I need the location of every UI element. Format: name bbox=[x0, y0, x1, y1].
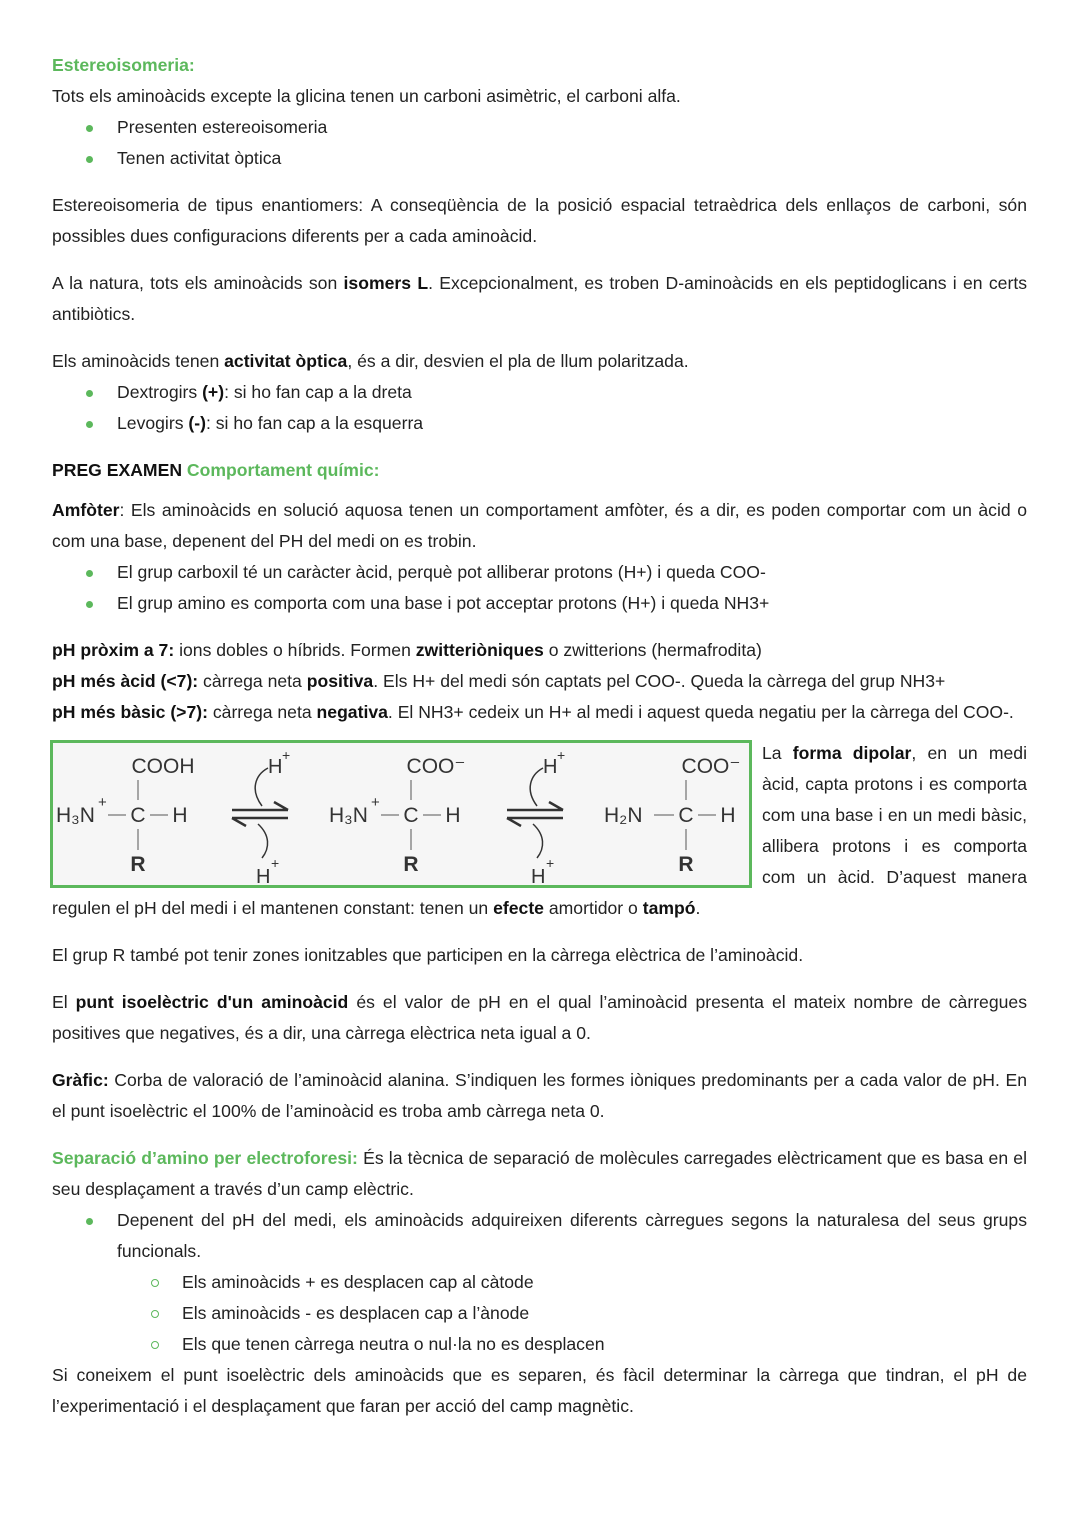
paragraph bbox=[52, 1143, 1027, 1205]
sub-list-item: Els aminoàcids - es desplacen cap a l’ànode bbox=[52, 1298, 1027, 1329]
text-segment: , és a dir, desvien el pla de llum polaritzada. bbox=[347, 351, 689, 371]
bullet-list bbox=[52, 1205, 1027, 1360]
paragraph: Estereoisomeria de tipus enantiomers: A conseqüència de la posició espacial tetraèdrica dels enllaços de carboni, són possibles dues configuracions diferents per a cada aminoàcid. bbox=[52, 195, 1027, 246]
paragraph bbox=[52, 346, 1027, 377]
text-segment: : si ho fan cap a la dreta bbox=[224, 382, 412, 402]
text-segment: Corba de valoració de l’aminoàcid alanina. S’indiquen les formes iòniques predominants per a cada valor de pH. En el punt isoelèctric el 100% de l’aminoàcid es troba amb càrrega neta 0. bbox=[52, 1070, 1027, 1121]
text-segment: La bbox=[762, 743, 793, 763]
list-item: Presenten estereoisomeria bbox=[52, 112, 1027, 143]
bold-text: pH més àcid (<7): bbox=[52, 671, 199, 691]
proton-label: H bbox=[543, 756, 558, 778]
atom-label: H bbox=[720, 804, 736, 827]
text-segment: , en un medi àcid, capta protons i es comporta com una base i en un medi bàsic, allibera protons i es comporta com un àcid. D’aquest manera regulen el pH del medi i el mantenen constant: tenen un bbox=[52, 743, 1028, 918]
paragraph: El grup R també pot tenir zones ionitzables que participen en la càrrega elèctrica de l’aminoàcid. bbox=[52, 945, 804, 965]
list-item bbox=[52, 377, 1027, 408]
section-title-comportament bbox=[52, 455, 1027, 486]
bold-text: forma dipolar bbox=[792, 743, 912, 763]
list-item: El grup amino es comporta com una base i pot acceptar protons (H+) i queda NH3+ bbox=[52, 588, 1027, 619]
list-item: Tenen activitat òptica bbox=[52, 143, 1027, 174]
sub-list-item: Els aminoàcids + es desplacen cap al càtode bbox=[52, 1267, 1027, 1298]
group-label: COO⁻ bbox=[406, 755, 466, 778]
heading-text: Comportament químic: bbox=[186, 460, 380, 480]
text-segment: : Els aminoàcids en solució aquosa tenen un comportament amfòter, és a dir, es poden comportar com un àcid o com una base, depenent del PH del medi on es trobin. bbox=[52, 500, 1027, 551]
text-segment: ions dobles o híbrids. Formen bbox=[174, 640, 416, 660]
text-segment: és el valor de pH en el qual l’aminoàcid presenta el mateix nombre de càrregues positives que negatives, és a dir, una càrrega elèctrica neta igual a 0. bbox=[52, 992, 1027, 1043]
bold-text: isomers L bbox=[343, 273, 429, 293]
proton-label: H bbox=[256, 866, 271, 888]
charge-label: + bbox=[271, 855, 280, 871]
zwitterion-equilibrium-diagram bbox=[50, 740, 752, 888]
group-label: COO⁻ bbox=[681, 755, 741, 778]
atom-label: H bbox=[172, 804, 188, 827]
text-segment: . Els H+ del medi són captats pel COO-. Queda la càrrega del grup NH3+ bbox=[373, 671, 946, 691]
heading-text: Separació d’amino per electroforesi: bbox=[52, 1148, 358, 1168]
text-segment: . Excepcionalment, es troben D-aminoàcids en els peptidoglicans i en certs antibiòtics. bbox=[52, 273, 1028, 324]
paragraph bbox=[52, 666, 1027, 697]
paragraph bbox=[52, 495, 1027, 557]
bold-text: tampó bbox=[642, 898, 696, 918]
bold-text: Gràfic: bbox=[52, 1070, 109, 1090]
text-segment: . El NH3+ cedeix un H+ al medi i aquest queda negatiu per la càrrega del COO-. bbox=[387, 702, 1014, 722]
charge-label: + bbox=[371, 794, 380, 811]
paragraph bbox=[52, 268, 1027, 330]
paragraph bbox=[52, 1065, 1027, 1127]
heading-text: Estereoisomeria: bbox=[52, 55, 195, 75]
proton-label: H bbox=[531, 866, 546, 888]
charge-label: + bbox=[282, 747, 291, 763]
paragraph: Tots els aminoàcids excepte la glicina tenen un carboni asimètric, el carboni alfa. bbox=[52, 86, 681, 106]
paragraph: Si coneixem el punt isoelèctric dels aminoàcids que es separen, és fàcil determinar la càrrega que tindran, el pH de l’experimentació i el desplaçament que faran per acció del camp magnètic. bbox=[52, 1365, 1027, 1416]
bold-text: punt isoelèctric d'un aminoàcid bbox=[75, 992, 349, 1012]
text-segment: . bbox=[695, 898, 701, 918]
text-segment: o zwitterions (hermafrodita) bbox=[543, 640, 762, 660]
list-item: El grup carboxil té un caràcter àcid, perquè pot alliberar protons (H+) i queda COO- bbox=[52, 557, 1027, 588]
text-segment: càrrega neta bbox=[207, 702, 317, 722]
bullet-list bbox=[52, 557, 1027, 619]
text-segment: càrrega neta bbox=[198, 671, 307, 691]
atom-label: R bbox=[678, 853, 694, 876]
bullet-list bbox=[52, 112, 1027, 174]
charge-label: + bbox=[98, 794, 107, 811]
bold-text: zwitteriòniques bbox=[415, 640, 544, 660]
text-segment: Dextrogirs bbox=[117, 382, 203, 402]
bold-text: pH pròxim a 7: bbox=[52, 640, 175, 660]
group-label: COOH bbox=[131, 755, 195, 778]
bold-text: positiva bbox=[306, 671, 374, 691]
atom-label: R bbox=[403, 853, 419, 876]
exam-label: PREG EXAMEN bbox=[52, 460, 183, 480]
charge-label: + bbox=[546, 855, 555, 871]
text-segment: Levogirs bbox=[117, 413, 189, 433]
list-item bbox=[52, 408, 1027, 439]
section-title-estereoisomeria bbox=[52, 50, 1027, 81]
text-segment: A la natura, tots els aminoàcids son bbox=[52, 273, 344, 293]
bold-text: (-) bbox=[188, 413, 206, 433]
text-segment: És la tècnica de separació de molècules carregades elèctricament que es basa en el seu desplaçament a través d’un camp elèctric. bbox=[52, 1148, 1027, 1199]
group-label: H₃N bbox=[329, 804, 368, 827]
bold-text: (+) bbox=[202, 382, 225, 402]
atom-label: C bbox=[130, 804, 146, 827]
bold-text: efecte bbox=[493, 898, 544, 918]
text-segment: : si ho fan cap a la esquerra bbox=[205, 413, 424, 433]
paragraph bbox=[52, 987, 1027, 1049]
sub-list-item: Els que tenen càrrega neutra o nul·la no es desplacen bbox=[52, 1329, 1027, 1360]
paragraph bbox=[52, 697, 1027, 728]
paragraph bbox=[52, 635, 1027, 666]
proton-label: H bbox=[268, 756, 283, 778]
text-segment: amortidor o bbox=[543, 898, 643, 918]
atom-label: R bbox=[130, 853, 146, 876]
atom-label: C bbox=[678, 804, 694, 827]
group-label: H₃N bbox=[56, 804, 95, 827]
bold-text: activitat òptica bbox=[224, 351, 348, 371]
bold-text: pH més bàsic (>7): bbox=[52, 702, 208, 722]
atom-label: H bbox=[445, 804, 461, 827]
list-item: Depenent del pH del medi, els aminoàcids adquireixen diferents càrregues segons la naturalesa del seus grups funcionals. bbox=[52, 1205, 1027, 1267]
atom-label: C bbox=[403, 804, 419, 827]
bold-text: negativa bbox=[316, 702, 388, 722]
text-segment: Els aminoàcids tenen bbox=[52, 351, 225, 371]
charge-label: + bbox=[557, 747, 566, 763]
group-label: H₂N bbox=[604, 804, 643, 827]
bold-text: Amfòter bbox=[52, 500, 120, 520]
text-segment: El bbox=[52, 992, 76, 1012]
bullet-list bbox=[52, 377, 1027, 439]
